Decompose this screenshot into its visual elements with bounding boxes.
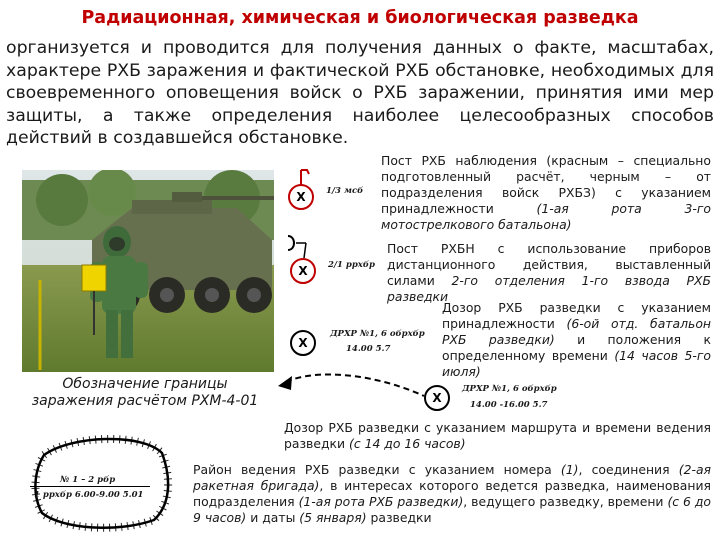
dozor-point-label: ДРХР №1, 6 обрхбр — [330, 329, 425, 339]
photo-soldier-apc — [22, 170, 274, 372]
note-dozor-point: Дозор РХБ разведки с указанием принадлежности (6-ой отд. батальон РХБ разведки) и положения к определенному времени (14 часов 5-го июля) — [442, 300, 711, 379]
area-label-bottom: 1 ррхбр 6.00-9.00 5.01 — [34, 490, 144, 500]
dozor-point-time: 14.00 5.7 — [346, 344, 391, 354]
dozor-route-mark: Х — [432, 391, 442, 405]
intro-paragraph: организуется и проводится для получения данных о факте, масштабах, характере РХБ заражения и фактической РХБ обстановке, необходимых для своевременного оповещения войск о РХБ заражении, принятия ими мер защиты, а также определения наиболее целесообразных способов действий в создавшейся обстановке. — [6, 38, 714, 148]
note-area: Район ведения РХБ разведки с указанием номера (1), соединения (2-ая ракетная бригада), в интересах которого ведется разведка, наименования подразделения (1-ая рота РХБ разведки), ведущего разведку, времени (с 6 до 9 часов) и даты (5 января) разведки — [193, 462, 712, 525]
dozor-route-time: 14.00 -16.00 5.7 — [470, 400, 548, 410]
area-label-top: № 1 – 2 рбр — [60, 475, 116, 485]
dozor-route-symbol — [424, 385, 450, 411]
note-dozor-route: Дозор РХБ разведки с указанием маршрута и времени ведения разведки (с 14 до 16 часов) — [284, 420, 711, 451]
photo-illustration — [22, 170, 274, 372]
post-rhbn-mark: Х — [298, 264, 308, 278]
dozor-point-symbol — [290, 330, 316, 356]
post-rhbn-label: 2/1 ррхбр — [328, 260, 375, 270]
dozor-point-mark: Х — [298, 336, 308, 350]
page-title: Радиационная, химическая и биологическая разведка — [81, 8, 639, 28]
photo-caption-line1: Обозначение границы — [62, 376, 228, 392]
post-rhb-mark: Х — [296, 190, 306, 204]
note-post-rhbn: Пост РХБН с использование приборов дистанционного действия, выставленный силами 2-го отделения 1-го взвода РХБ разведки — [387, 241, 712, 304]
post-rhb-label: 1/3 мсб — [326, 186, 364, 196]
photo-caption — [20, 376, 270, 410]
dozor-route-label: ДРХР №1, 6 обрхбр — [462, 384, 557, 394]
post-rhbn-symbol — [290, 258, 316, 284]
note-post-rhb: Пост РХБ наблюдения (красным – специально подготовленный расчёт, черным – от подразделения войск РХБЗ) с указанием принадлежности (1-ая рота 3-го мотострелкового батальона) — [381, 153, 711, 232]
photo-caption-line2: заражения расчётом РХМ-4-01 — [31, 393, 259, 409]
flag-icon — [295, 168, 325, 188]
area-divider — [30, 486, 150, 487]
antenna-icon — [282, 230, 322, 260]
